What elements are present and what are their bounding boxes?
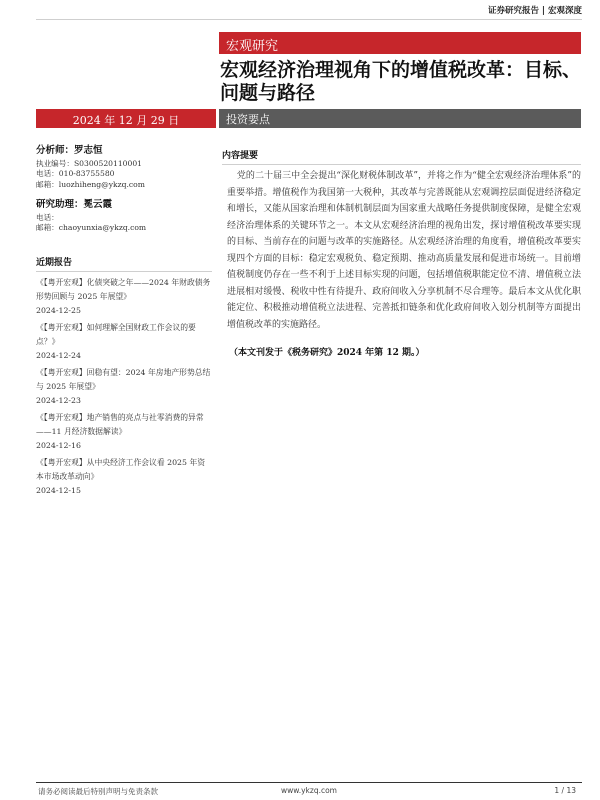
recent-report-item[interactable] bbox=[36, 321, 212, 363]
recent-report-item[interactable] bbox=[36, 366, 212, 408]
report-title: 宏观经济治理视角下的增值税改革：目标、问题与路径 bbox=[220, 59, 582, 104]
recent-report-date: 2024-12-25 bbox=[36, 306, 81, 315]
recent-report-title: 《【粤开宏观】地产销售的亮点与社零消费的异常——11 月经济数据解读》 bbox=[36, 413, 204, 436]
analyst-email: 邮箱：luozhiheng@ykzq.com bbox=[36, 179, 145, 189]
recent-report-date: 2024-12-16 bbox=[36, 441, 81, 450]
footer-website[interactable]: www.ykzq.com bbox=[281, 786, 337, 795]
recent-report-item[interactable] bbox=[36, 411, 212, 453]
report-type-tag: 证券研究报告 | 宏观深度 bbox=[487, 6, 582, 16]
analyst-name: 分析师：罗志恒 bbox=[36, 145, 103, 156]
analyst-license: 执业编号：S0300520110001 bbox=[36, 158, 142, 168]
recent-reports-heading: 近期报告 bbox=[36, 258, 212, 273]
page-footer bbox=[36, 782, 582, 796]
page-number: 1 / 13 bbox=[554, 786, 576, 795]
recent-report-date: 2024-12-24 bbox=[36, 351, 81, 360]
recent-report-date: 2024-12-15 bbox=[36, 486, 81, 495]
analyst-phone: 电话：010-83755580 bbox=[36, 169, 115, 178]
recent-reports-list bbox=[36, 276, 212, 498]
content-summary-body: 党的二十届三中全会提出“深化财税体制改革”，并将之作为“健全宏观经济治理体系”的重要举措。增值税作为我国第一大税种，其改革与完善既能从宏观调控层面促进经济稳定和增长，又能从国家治理和体制机制层面为国家重大战略任务提供制度保障，是健全宏观经济治理体系的关键环节之一。本文从宏观经济治理的视角出发，探讨增值税改革要实现的目标、当前存在的问题与改革的实施路径。从宏观经济治理的角度看，增值税改革要实现四个方面的目标：稳定宏观税负、稳定预期、推动高质量发展和促进市场统一。目前增值税制度仍存在一些不利于上述目标实现的问题，包括增值税职能定位不清、增值税立法进展相对缓慢、税收中性有待提升、政府间收入分享机制不尽合理等。最后本文从优化职能定位、积极推动增值税立法进程、完善抵扣链条和优化政府间收入划分机制等方面提出增值税改革的实施路径。 bbox=[227, 171, 581, 330]
recent-report-title: 《【粤开宏观】如何理解全国财政工作会议的要点？》 bbox=[36, 323, 196, 346]
recent-report-title: 《【粤开宏观】化债突破之年——2024 年财政债务形势回顾与 2025 年展望》 bbox=[36, 278, 211, 301]
sidebar bbox=[36, 146, 212, 501]
assistant-phone: 电话： bbox=[36, 212, 59, 222]
date-band bbox=[36, 109, 216, 128]
invest-points-label: 投资要点 bbox=[226, 113, 270, 126]
content-summary-heading: 内容提要 bbox=[222, 148, 581, 165]
report-date: 2024 年 12 月 29 日 bbox=[72, 114, 180, 127]
header-bar bbox=[36, 0, 582, 20]
recent-report-date: 2024-12-23 bbox=[36, 396, 81, 405]
assistant-name: 研究助理：冕云霞 bbox=[36, 199, 113, 210]
assistant-block bbox=[36, 200, 212, 234]
recent-report-item[interactable] bbox=[36, 456, 212, 498]
recent-report-title: 《【粤开宏观】回稳有望：2024 年房地产形势总结与 2025 年展望》 bbox=[36, 368, 211, 391]
assistant-email: 邮箱：chaoyunxia@ykzq.com bbox=[36, 223, 147, 232]
recent-report-title: 《【粤开宏观】从中央经济工作会议看 2025 年资本市场改革动向》 bbox=[36, 458, 206, 481]
category-band bbox=[219, 32, 581, 54]
invest-points-band bbox=[219, 109, 581, 128]
footer-disclaimer: 请务必阅读最后特别声明与免责条款 bbox=[38, 787, 158, 796]
analyst-block bbox=[36, 146, 212, 190]
category-label: 宏观研究 bbox=[226, 39, 279, 54]
recent-report-item[interactable] bbox=[36, 276, 212, 318]
publication-note: （本文刊发于《税务研究》2024 年第 12 期。） bbox=[229, 348, 425, 358]
